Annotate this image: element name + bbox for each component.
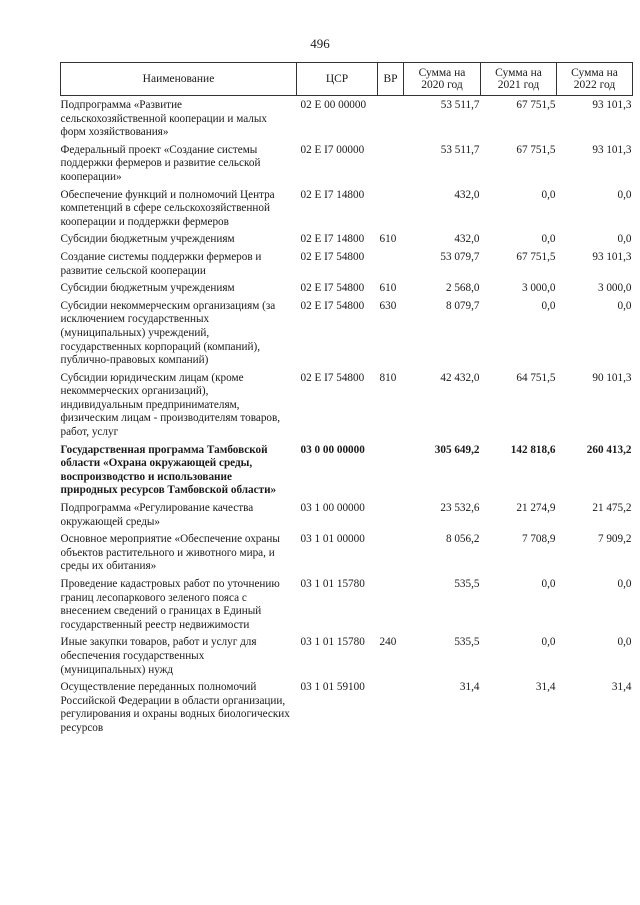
row-sum-2021: 67 751,5 xyxy=(516,143,556,156)
row-name: Федеральный проект «Создание системы поддержки фермеров и развитие сельской кооперации» xyxy=(60,143,261,183)
row-sum-2020: 42 432,0 xyxy=(440,371,480,384)
row-name: Государственная программа Тамбовской области «Охрана окружающей среды, воспроизводство и использование природных ресурсов Тамбовской области» xyxy=(60,443,277,497)
table-row xyxy=(61,444,633,502)
row-sum-2020: 53 511,7 xyxy=(440,99,480,111)
row-sum-2021: 0,0 xyxy=(541,636,556,649)
row-name: Субсидии некоммерческим организациям (за исключением государственных (муниципальных) учреждений, государственных корпораций (компаний), публично-правовых компаний) xyxy=(60,299,276,367)
row-csr: 02 Е I7 14800 xyxy=(300,188,365,201)
row-sum-2021: 67 751,5 xyxy=(516,250,556,263)
row-csr: 03 1 01 15780 xyxy=(300,636,365,649)
row-vr xyxy=(378,251,404,282)
row-vr xyxy=(378,578,404,636)
table-row xyxy=(61,144,633,189)
row-sum-2022: 7 909,2 xyxy=(597,533,632,546)
table-body xyxy=(61,96,633,740)
table-row xyxy=(61,233,633,251)
row-sum-2020: 23 532,6 xyxy=(440,502,480,515)
row-sum-2022: 0,0 xyxy=(617,636,632,649)
row-vr xyxy=(378,189,404,234)
row-name: Подпрограмма «Регулирование качества окружающей среды» xyxy=(60,502,254,528)
row-sum-2020: 53 511,7 xyxy=(440,143,480,156)
row-vr: 610 xyxy=(379,282,397,295)
header-2020: Сумма на 2020 год xyxy=(404,63,481,96)
row-csr: 02 Е I7 00000 xyxy=(300,143,365,156)
row-csr: 03 1 01 00000 xyxy=(300,533,365,546)
table-row xyxy=(61,300,633,372)
row-vr: 610 xyxy=(379,233,397,246)
row-vr xyxy=(378,96,404,144)
row-sum-2022: 3 000,0 xyxy=(597,282,632,295)
row-sum-2021: 0,0 xyxy=(541,299,556,312)
row-name: Субсидии бюджетным учреждениям xyxy=(60,233,235,246)
row-name: Обеспечение функций и полномочий Центра компетенций в сфере сельскохозяйственной кооперации и поддержки фермеров xyxy=(60,188,275,228)
table-row xyxy=(61,96,633,144)
row-name: Создание системы поддержки фермеров и развитие сельской кооперации xyxy=(60,250,262,277)
row-sum-2020: 535,5 xyxy=(454,636,480,649)
row-vr: 810 xyxy=(379,371,397,384)
row-csr: 02 Е I7 54800 xyxy=(300,250,365,263)
row-sum-2022: 93 101,3 xyxy=(592,143,632,156)
row-sum-2021: 0,0 xyxy=(541,578,556,590)
row-sum-2022: 0,0 xyxy=(617,233,632,246)
row-sum-2022: 0,0 xyxy=(617,299,632,312)
row-sum-2020: 8 079,7 xyxy=(445,299,480,312)
row-vr xyxy=(378,502,404,533)
header-name: Наименование xyxy=(61,63,297,96)
row-sum-2020: 432,0 xyxy=(454,233,480,246)
header-vr: ВР xyxy=(378,63,404,96)
row-name: Проведение кадастровых работ по уточнению границ лесопаркового зеленого пояса с внесением сведений о границах в Единый государственный реестр недвижимости xyxy=(60,578,280,631)
row-csr: 03 1 01 15780 xyxy=(300,578,365,590)
header-2022: Сумма на 2022 год xyxy=(557,63,633,96)
table-header xyxy=(61,63,633,96)
row-sum-2021: 67 751,5 xyxy=(516,99,556,111)
row-csr: 02 Е 00 00000 xyxy=(300,99,367,111)
table-row xyxy=(61,681,633,739)
row-csr: 03 0 00 00000 xyxy=(300,443,365,456)
row-vr xyxy=(378,444,404,502)
row-name: Иные закупки товаров, работ и услуг для обеспечения государственных (муниципальных) нужд xyxy=(60,636,257,676)
row-sum-2022: 93 101,3 xyxy=(592,250,632,263)
row-sum-2021: 3 000,0 xyxy=(521,282,556,295)
header-2021: Сумма на 2021 год xyxy=(481,63,557,96)
row-sum-2020: 432,0 xyxy=(454,188,480,201)
row-vr xyxy=(378,144,404,189)
row-sum-2020: 305 649,2 xyxy=(434,443,480,456)
row-name: Осуществление переданных полномочий Российской Федерации в области организации, регулирования и охраны водных биологических ресурсов xyxy=(60,681,290,734)
row-name: Подпрограмма «Развитие сельскохозяйственной кооперации и малых форм хозяйствования» xyxy=(60,99,267,139)
row-name: Субсидии бюджетным учреждениям xyxy=(60,282,235,295)
row-sum-2022: 21 475,2 xyxy=(592,502,632,515)
row-vr: 240 xyxy=(379,636,397,649)
row-csr: 03 1 01 59100 xyxy=(300,681,365,694)
header-csr: ЦСР xyxy=(297,63,378,96)
row-sum-2021: 31,4 xyxy=(535,681,556,694)
row-name: Субсидии юридическим лицам (кроме некоммерческих организаций), индивидуальным предпринимателям, физическим лицам - производителям товаров, работ, услуг xyxy=(60,371,281,439)
row-sum-2021: 21 274,9 xyxy=(516,502,556,515)
row-vr xyxy=(378,533,404,578)
budget-table xyxy=(60,62,633,740)
row-sum-2020: 53 079,7 xyxy=(440,250,480,263)
row-sum-2020: 535,5 xyxy=(454,578,480,590)
row-sum-2022: 93 101,3 xyxy=(592,99,632,111)
page-number: 496 xyxy=(310,36,330,51)
table-row xyxy=(61,636,633,681)
row-csr: 02 Е I7 54800 xyxy=(300,299,365,312)
row-sum-2020: 31,4 xyxy=(459,681,480,694)
row-sum-2022: 0,0 xyxy=(617,578,632,590)
row-name: Основное мероприятие «Обеспечение охраны объектов растительного и животного мира, и среды их обитания» xyxy=(60,533,280,573)
row-csr: 02 Е I7 14800 xyxy=(300,233,365,246)
table-row xyxy=(61,189,633,234)
table-row xyxy=(61,502,633,533)
row-vr xyxy=(378,681,404,739)
row-sum-2022: 90 101,3 xyxy=(592,371,632,384)
row-sum-2020: 2 568,0 xyxy=(445,282,480,295)
row-sum-2022: 0,0 xyxy=(617,188,632,201)
table-row xyxy=(61,251,633,282)
row-sum-2021: 0,0 xyxy=(541,233,556,246)
row-sum-2021: 64 751,5 xyxy=(516,371,556,384)
row-csr: 02 Е I7 54800 xyxy=(300,282,365,295)
row-csr: 03 1 00 00000 xyxy=(300,502,365,515)
table-row xyxy=(61,282,633,300)
row-sum-2022: 260 413,2 xyxy=(586,443,632,456)
row-sum-2021: 0,0 xyxy=(541,188,556,201)
table-row xyxy=(61,578,633,636)
row-csr: 02 Е I7 54800 xyxy=(300,371,365,384)
row-vr: 630 xyxy=(379,299,397,312)
row-sum-2020: 8 056,2 xyxy=(445,533,480,546)
row-sum-2021: 7 708,9 xyxy=(521,533,556,546)
table-row xyxy=(61,372,633,444)
table-row xyxy=(61,533,633,578)
row-sum-2021: 142 818,6 xyxy=(510,443,556,456)
row-sum-2022: 31,4 xyxy=(611,681,632,694)
